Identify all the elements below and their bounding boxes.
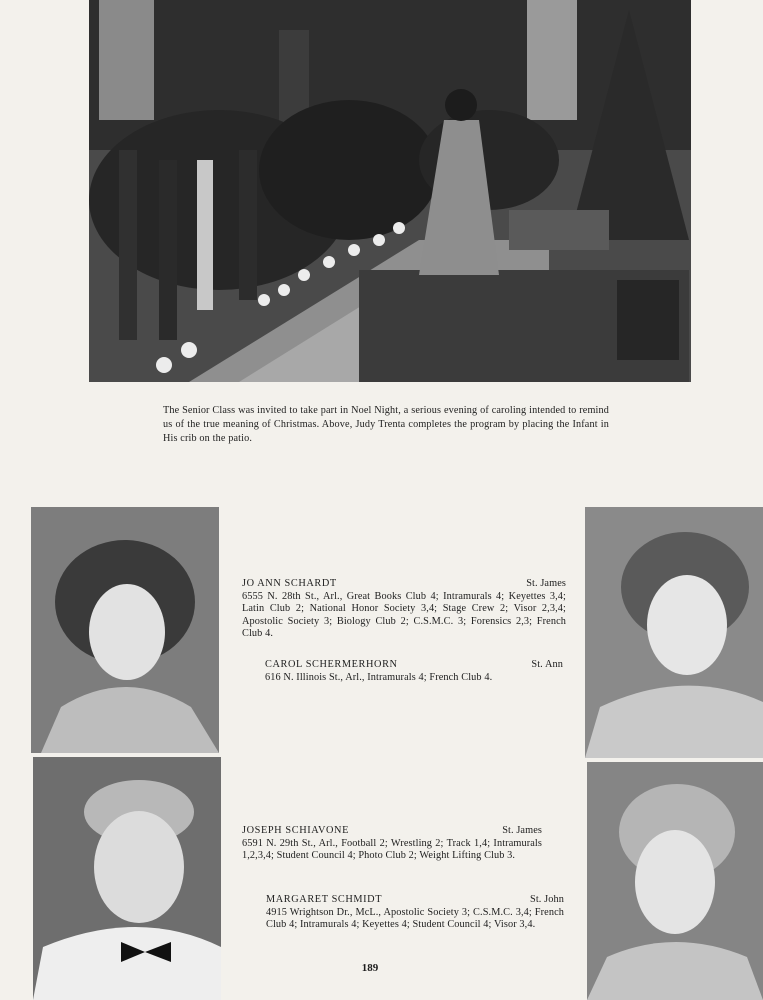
senior-entry-joseph-schiavone — [242, 825, 542, 863]
page-number: 189 — [361, 962, 379, 974]
senior-entry-jo-ann-schardt — [242, 578, 566, 641]
portrait-joseph-schiavone — [33, 757, 221, 1000]
portrait-jo-ann-schardt — [31, 507, 219, 753]
portrait-margaret-schmidt — [587, 762, 763, 1000]
senior-entry-carol-schermerhorn — [265, 659, 563, 684]
senior-details: 4915 Wrightson Dr., McL., Apostolic Society 3; C.S.M.C. 3,4; French Club 4; Intramurals 4; Keyettes 4; Student Council 4; Visor 3,4. — [266, 906, 564, 931]
senior-name: MARGARET SCHMIDT — [266, 894, 383, 905]
senior-parish: St. Ann — [531, 659, 563, 670]
senior-parish: St. James — [502, 825, 542, 836]
senior-name: JOSEPH SCHIAVONE — [242, 825, 349, 836]
senior-entry-margaret-schmidt — [266, 894, 564, 932]
senior-details: 6555 N. 28th St., Arl., Great Books Club 4; Intramurals 4; Keyettes 3,4; Latin Club 2; National Honor Society 3,4; Stage Crew 2; Visor 2,3,4; Apostolic Society 3; Biology Club 2; C.S.M.C. 3; Forensics 2,3; French Club 4. — [242, 590, 566, 640]
portrait-carol-schermerhorn — [585, 507, 763, 758]
senior-parish: St. John — [530, 894, 564, 905]
senior-parish: St. James — [526, 578, 566, 589]
senior-name: CAROL SCHERMERHORN — [265, 659, 398, 670]
senior-name: JO ANN SCHARDT — [242, 578, 337, 589]
noel-night-photo — [89, 0, 691, 382]
photo-caption: The Senior Class was invited to take part in Noel Night, a serious evening of caroling intended to remind us of the true meaning of Christmas. Above, Judy Trenta completes the program by placing the Infant in His crib on the patio. — [163, 405, 609, 445]
senior-details: 616 N. Illinois St., Arl., Intramurals 4; French Club 4. — [265, 671, 493, 683]
senior-details: 6591 N. 29th St., Arl., Football 2; Wrestling 2; Track 1,4; Intramurals 1,2,3,4; Student Council 4; Photo Club 2; Weight Lifting Club 3. — [242, 837, 542, 862]
